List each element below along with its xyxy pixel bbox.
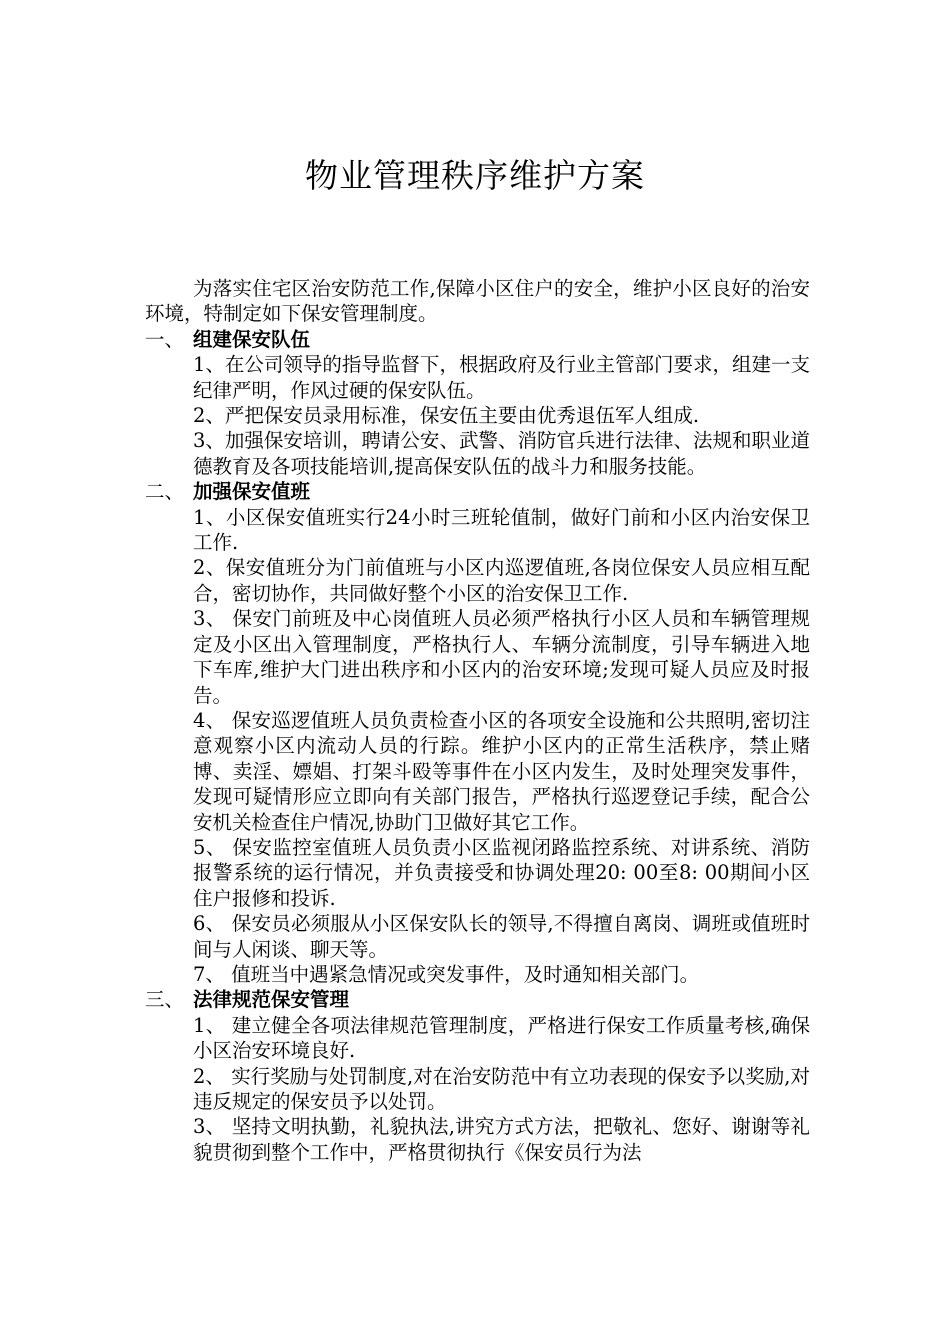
- list-item: 1、小区保安值班实行24小时三班轮值制，做好门前和小区内治安保卫工作.: [193, 505, 810, 555]
- document-title: 物业管理秩序维护方案: [305, 156, 645, 195]
- section-title: 组建保安队伍: [193, 327, 311, 351]
- section-heading: [145, 479, 810, 504]
- section-number: 三、: [145, 988, 185, 1012]
- list-item: 1、在公司领导的指导监督下，根据政府及行业主管部门要求，组建一支纪律严明，作风过硬的保安队伍。: [193, 353, 810, 402]
- section-number: 二、: [145, 480, 185, 504]
- section-number: 一、: [145, 327, 185, 351]
- list-item: 3、 坚持文明执勤，礼貌执法,讲究方式方法，把敬礼、您好、谢谢等礼貌贯彻到整个工作中，严格贯彻执行《保安员行为法: [193, 1115, 810, 1164]
- section-legal-management: [145, 987, 810, 1165]
- section-organize-security-team: [145, 327, 810, 479]
- section-title: 加强保安值班: [193, 480, 311, 504]
- list-item: 3、 保安门前班及中心岗值班人员必须严格执行小区人员和车辆管理规定及小区出入管理制度，严格执行人、车辆分流制度，引导车辆进入地下车库,维护大门进出秩序和小区内的治安环境;发现可疑人员应及时报告。: [193, 607, 810, 707]
- intro-paragraph: 为落实住宅区治安防范工作,保障小区住户的安全，维护小区良好的治安环境，特制定如下保安管理制度。: [145, 277, 810, 326]
- document-body: [145, 276, 810, 1165]
- section-title: 法律规范保安管理: [193, 988, 350, 1012]
- section-heading: [145, 327, 810, 352]
- section-strengthen-duty: [145, 479, 810, 987]
- list-item: 2、 实行奖励与处罚制度,对在治安防范中有立功表现的保安予以奖励,对违反规定的保安员予以处罚。: [193, 1064, 810, 1113]
- section-heading: [145, 987, 810, 1012]
- list-item: 4、 保安巡逻值班人员负责检查小区的各项安全设施和公共照明,密切注意观察小区内流动人员的行踪。维护小区内的正常生活秩序，禁止赌博、卖淫、嫖娼、打架斗殴等事件在小区内发生，及时处理突发事件，发现可疑情形应立即向有关部门报告，严格执行巡逻登记手续，配合公安机关检查住户情况,协助门卫做好其它工作。: [193, 708, 810, 834]
- list-item: 6、 保安员必须服从小区保安队长的领导,不得擅自离岗、调班或值班时间与人闲谈、聊天等。: [193, 912, 810, 961]
- list-item: 7、 值班当中遇紧急情况或突发事件，及时通知相关部门。: [193, 962, 700, 986]
- list-item: 2、保安值班分为门前值班与小区内巡逻值班,各岗位保安人员应相互配合，密切协作，共同做好整个小区的治安保卫工作.: [193, 556, 810, 605]
- list-item: 5、 保安监控室值班人员负责小区监视闭路监控系统、对讲系统、消防报警系统的运行情况，并负责接受和协调处理20: 00至8: 00期间小区住户报修和投诉.: [193, 835, 810, 910]
- list-item: 2、严把保安员录用标准，保安伍主要由优秀退伍军人组成.: [193, 404, 700, 428]
- list-item: 3、加强保安培训，聘请公安、武警、消防官兵进行法律、法规和职业道德教育及各项技能培训,提高保安队伍的战斗力和服务技能。: [193, 429, 810, 478]
- list-item: 1、 建立健全各项法律规范管理制度，严格进行保安工作质量考核,确保小区治安环境良好.: [193, 1013, 810, 1063]
